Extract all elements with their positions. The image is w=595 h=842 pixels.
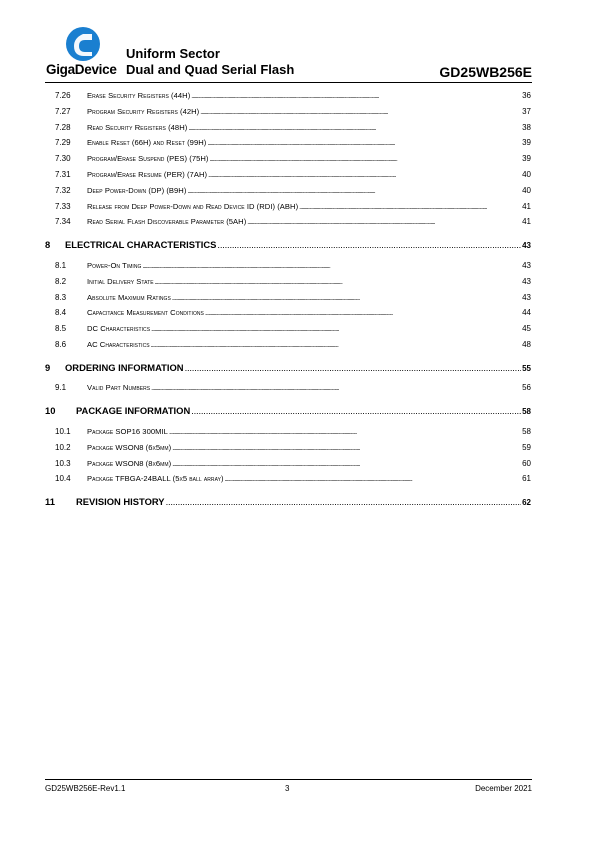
toc-dot-leader (151, 326, 521, 333)
footer-date: December 2021 (475, 784, 532, 793)
toc-entry-page[interactable]: 61 (522, 474, 531, 484)
toc-entry-number: 8.5 (55, 324, 67, 334)
toc-dot-leader (185, 362, 522, 373)
toc-dot-leader (172, 295, 521, 302)
toc-entry-number: 10.1 (55, 426, 71, 436)
toc-entry-number: 7.27 (55, 106, 71, 116)
toc-entry-title[interactable]: ORDERING INFORMATION (65, 361, 184, 373)
toc-chapter-entry[interactable] (45, 405, 531, 416)
toc-entry-number: 7.28 (55, 122, 71, 132)
toc-dot-leader (151, 342, 521, 349)
toc-entry-title[interactable]: Release from Deep Power-Down and Read Device ID (RDI) (ABH) (87, 201, 299, 211)
toc-entry-number: 10 (45, 405, 56, 417)
toc-entry-title[interactable]: Package SOP16 300MIL (87, 426, 168, 436)
toc-entry-number: 8 (45, 239, 51, 251)
toc-entry-title[interactable]: Absolute Maximum Ratings (87, 292, 171, 302)
toc-entry-number: 8.3 (55, 292, 67, 302)
gigadevice-logo (45, 26, 125, 80)
toc-entry-page[interactable]: 48 (522, 339, 531, 349)
toc-dot-leader (225, 476, 522, 483)
toc-section-entry[interactable] (45, 186, 531, 195)
part-number: GD25WB256E (439, 64, 532, 80)
toc-entry-number: 10.4 (55, 474, 71, 484)
toc-entry-number: 7.26 (55, 91, 71, 100)
toc-section-entry[interactable] (45, 91, 531, 100)
toc-dot-leader (191, 405, 521, 416)
toc-section-entry[interactable] (45, 293, 531, 302)
toc-entry-title[interactable]: REVISION HISTORY (76, 496, 165, 508)
toc-section-entry[interactable] (45, 474, 531, 483)
toc-entry-title[interactable]: Program/Erase Suspend (PES) (75H) (87, 154, 209, 164)
toc-section-entry[interactable] (45, 443, 531, 452)
toc-entry-number: 8.1 (55, 260, 67, 270)
toc-entry-title[interactable]: ELECTRICAL CHARACTERISTICS (65, 239, 217, 251)
toc-entry-title[interactable]: Valid Part Numbers (87, 383, 151, 393)
toc-entry-title[interactable]: Read Serial Flash Discoverable Parameter (5AH) (87, 217, 247, 227)
toc-entry-title[interactable]: Enable Reset (66H) and Reset (99H) (87, 138, 207, 148)
toc-entry-title[interactable]: Read Security Registers (48H) (87, 122, 188, 132)
footer-divider (45, 779, 532, 780)
toc-entry-title[interactable]: Initial Delivery State (87, 276, 154, 286)
logo-wordmark: GigaDevice (46, 62, 117, 77)
toc-dot-leader (207, 140, 521, 147)
toc-entry-title[interactable]: Package WSON8 (8x6mm) (87, 458, 172, 468)
toc-entry-title[interactable]: Capacitance Measurement Conditions (87, 308, 204, 318)
toc-entry-number: 11 (45, 496, 55, 508)
toc-entry-title[interactable]: PACKAGE INFORMATION (76, 405, 191, 417)
toc-entry-number: 8.6 (55, 339, 67, 349)
toc-section-entry[interactable] (45, 261, 531, 270)
doc-title-line2: Dual and Quad Serial Flash (126, 62, 295, 77)
toc-section-entry[interactable] (45, 383, 531, 392)
toc-entry-title[interactable]: Power-On Timing (87, 260, 142, 270)
toc-entry-page[interactable]: 56 (522, 383, 531, 393)
toc-section-entry[interactable] (45, 217, 531, 226)
toc-section-entry[interactable] (45, 138, 531, 147)
toc-entry-number: 7.29 (55, 138, 71, 148)
toc-dot-leader (155, 279, 521, 286)
toc-dot-leader (188, 125, 521, 132)
toc-entry-number: 7.33 (55, 201, 71, 211)
toc-entry-page[interactable]: 39 (522, 154, 531, 164)
toc-entry-title[interactable]: Deep Power-Down (DP) (B9H) (87, 185, 187, 195)
toc-entry-number: 7.34 (55, 217, 71, 227)
toc-entry-page[interactable]: 58 (522, 407, 531, 417)
toc-dot-leader (299, 204, 521, 211)
toc-entry-page[interactable]: 41 (522, 201, 531, 211)
toc-entry-title[interactable]: Package WSON8 (6x5mm) (87, 442, 172, 452)
toc-dot-leader (151, 385, 521, 392)
toc-entry-page[interactable]: 36 (522, 91, 531, 100)
toc-section-entry[interactable] (45, 308, 531, 317)
toc-entry-number: 7.30 (55, 154, 71, 164)
toc-entry-number: 8.2 (55, 276, 67, 286)
toc-entry-page[interactable]: 38 (522, 122, 531, 132)
toc-section-entry[interactable] (45, 123, 531, 132)
doc-title-line1: Uniform Sector (126, 46, 220, 61)
toc-dot-leader (172, 445, 521, 452)
toc-entry-page[interactable]: 45 (522, 324, 531, 334)
toc-chapter-entry[interactable] (45, 496, 531, 507)
toc-dot-leader (247, 219, 521, 226)
toc-section-entry[interactable] (45, 154, 531, 163)
footer-doc-revision: GD25WB256E-Rev1.1 (45, 784, 126, 793)
toc-section-entry[interactable] (45, 340, 531, 349)
toc-entry-page[interactable]: 41 (522, 217, 531, 227)
toc-section-entry[interactable] (45, 107, 531, 116)
toc-entry-number: 10.2 (55, 442, 71, 452)
toc-entry-title[interactable]: Program Security Registers (42H) (87, 106, 200, 116)
toc-entry-page[interactable]: 59 (522, 442, 531, 452)
toc-dot-leader (169, 429, 521, 436)
toc-dot-leader (205, 310, 521, 317)
toc-dot-leader (172, 461, 521, 468)
toc-entry-title[interactable]: AC Characteristics (87, 339, 150, 349)
toc-dot-leader (166, 496, 522, 507)
gigadevice-logo-icon (65, 26, 101, 62)
toc-entry-page[interactable]: 55 (522, 363, 531, 373)
toc-section-entry[interactable] (45, 427, 531, 436)
toc-entry-page[interactable]: 60 (522, 458, 531, 468)
toc-entry-page[interactable]: 39 (522, 138, 531, 148)
toc-section-entry[interactable] (45, 170, 531, 179)
toc-dot-leader (187, 188, 521, 195)
toc-entry-title[interactable]: DC Characteristics (87, 324, 151, 334)
toc-entry-page[interactable]: 43 (522, 241, 531, 251)
toc-entry-title[interactable]: Package TFBGA-24BALL (5x5 ball array) (87, 474, 224, 484)
toc-entry-number: 9 (45, 361, 51, 373)
toc-entry-title[interactable]: Program/Erase Resume (PER) (7AH) (87, 170, 208, 179)
toc-dot-leader (217, 239, 521, 250)
toc-section-entry[interactable] (45, 324, 531, 333)
toc-entry-page[interactable]: 43 (522, 276, 531, 286)
toc-chapter-entry[interactable] (45, 239, 531, 250)
toc-dot-leader (208, 172, 521, 179)
toc-entry-title[interactable]: Erase Security Registers (44H) (87, 91, 191, 100)
header-divider (45, 82, 532, 83)
toc-entry-number: 8.4 (55, 308, 67, 318)
toc-section-entry[interactable] (45, 277, 531, 286)
toc-dot-leader (142, 263, 521, 270)
toc-entry-number: 7.32 (55, 185, 71, 195)
toc-entry-page[interactable]: 58 (522, 426, 531, 436)
toc-dot-leader (209, 156, 521, 163)
toc-entry-page[interactable]: 40 (522, 185, 531, 195)
toc-section-entry[interactable] (45, 459, 531, 468)
toc-entry-page[interactable]: 43 (522, 260, 531, 270)
toc-entry-page[interactable]: 43 (522, 292, 531, 302)
toc-section-entry[interactable] (45, 202, 531, 211)
toc-entry-page[interactable]: 37 (522, 106, 531, 116)
toc-dot-leader (191, 93, 521, 100)
toc-entry-page[interactable]: 40 (522, 170, 531, 179)
toc-entry-page[interactable]: 44 (522, 308, 531, 318)
toc-chapter-entry[interactable] (45, 362, 531, 373)
page-header (45, 26, 532, 80)
toc-entry-number: 9.1 (55, 383, 67, 393)
toc-entry-page[interactable]: 62 (522, 498, 531, 508)
toc-entry-number: 7.31 (55, 170, 71, 179)
toc-dot-leader (200, 109, 521, 116)
footer-page-number: 3 (285, 784, 290, 793)
toc-entry-number: 10.3 (55, 458, 71, 468)
